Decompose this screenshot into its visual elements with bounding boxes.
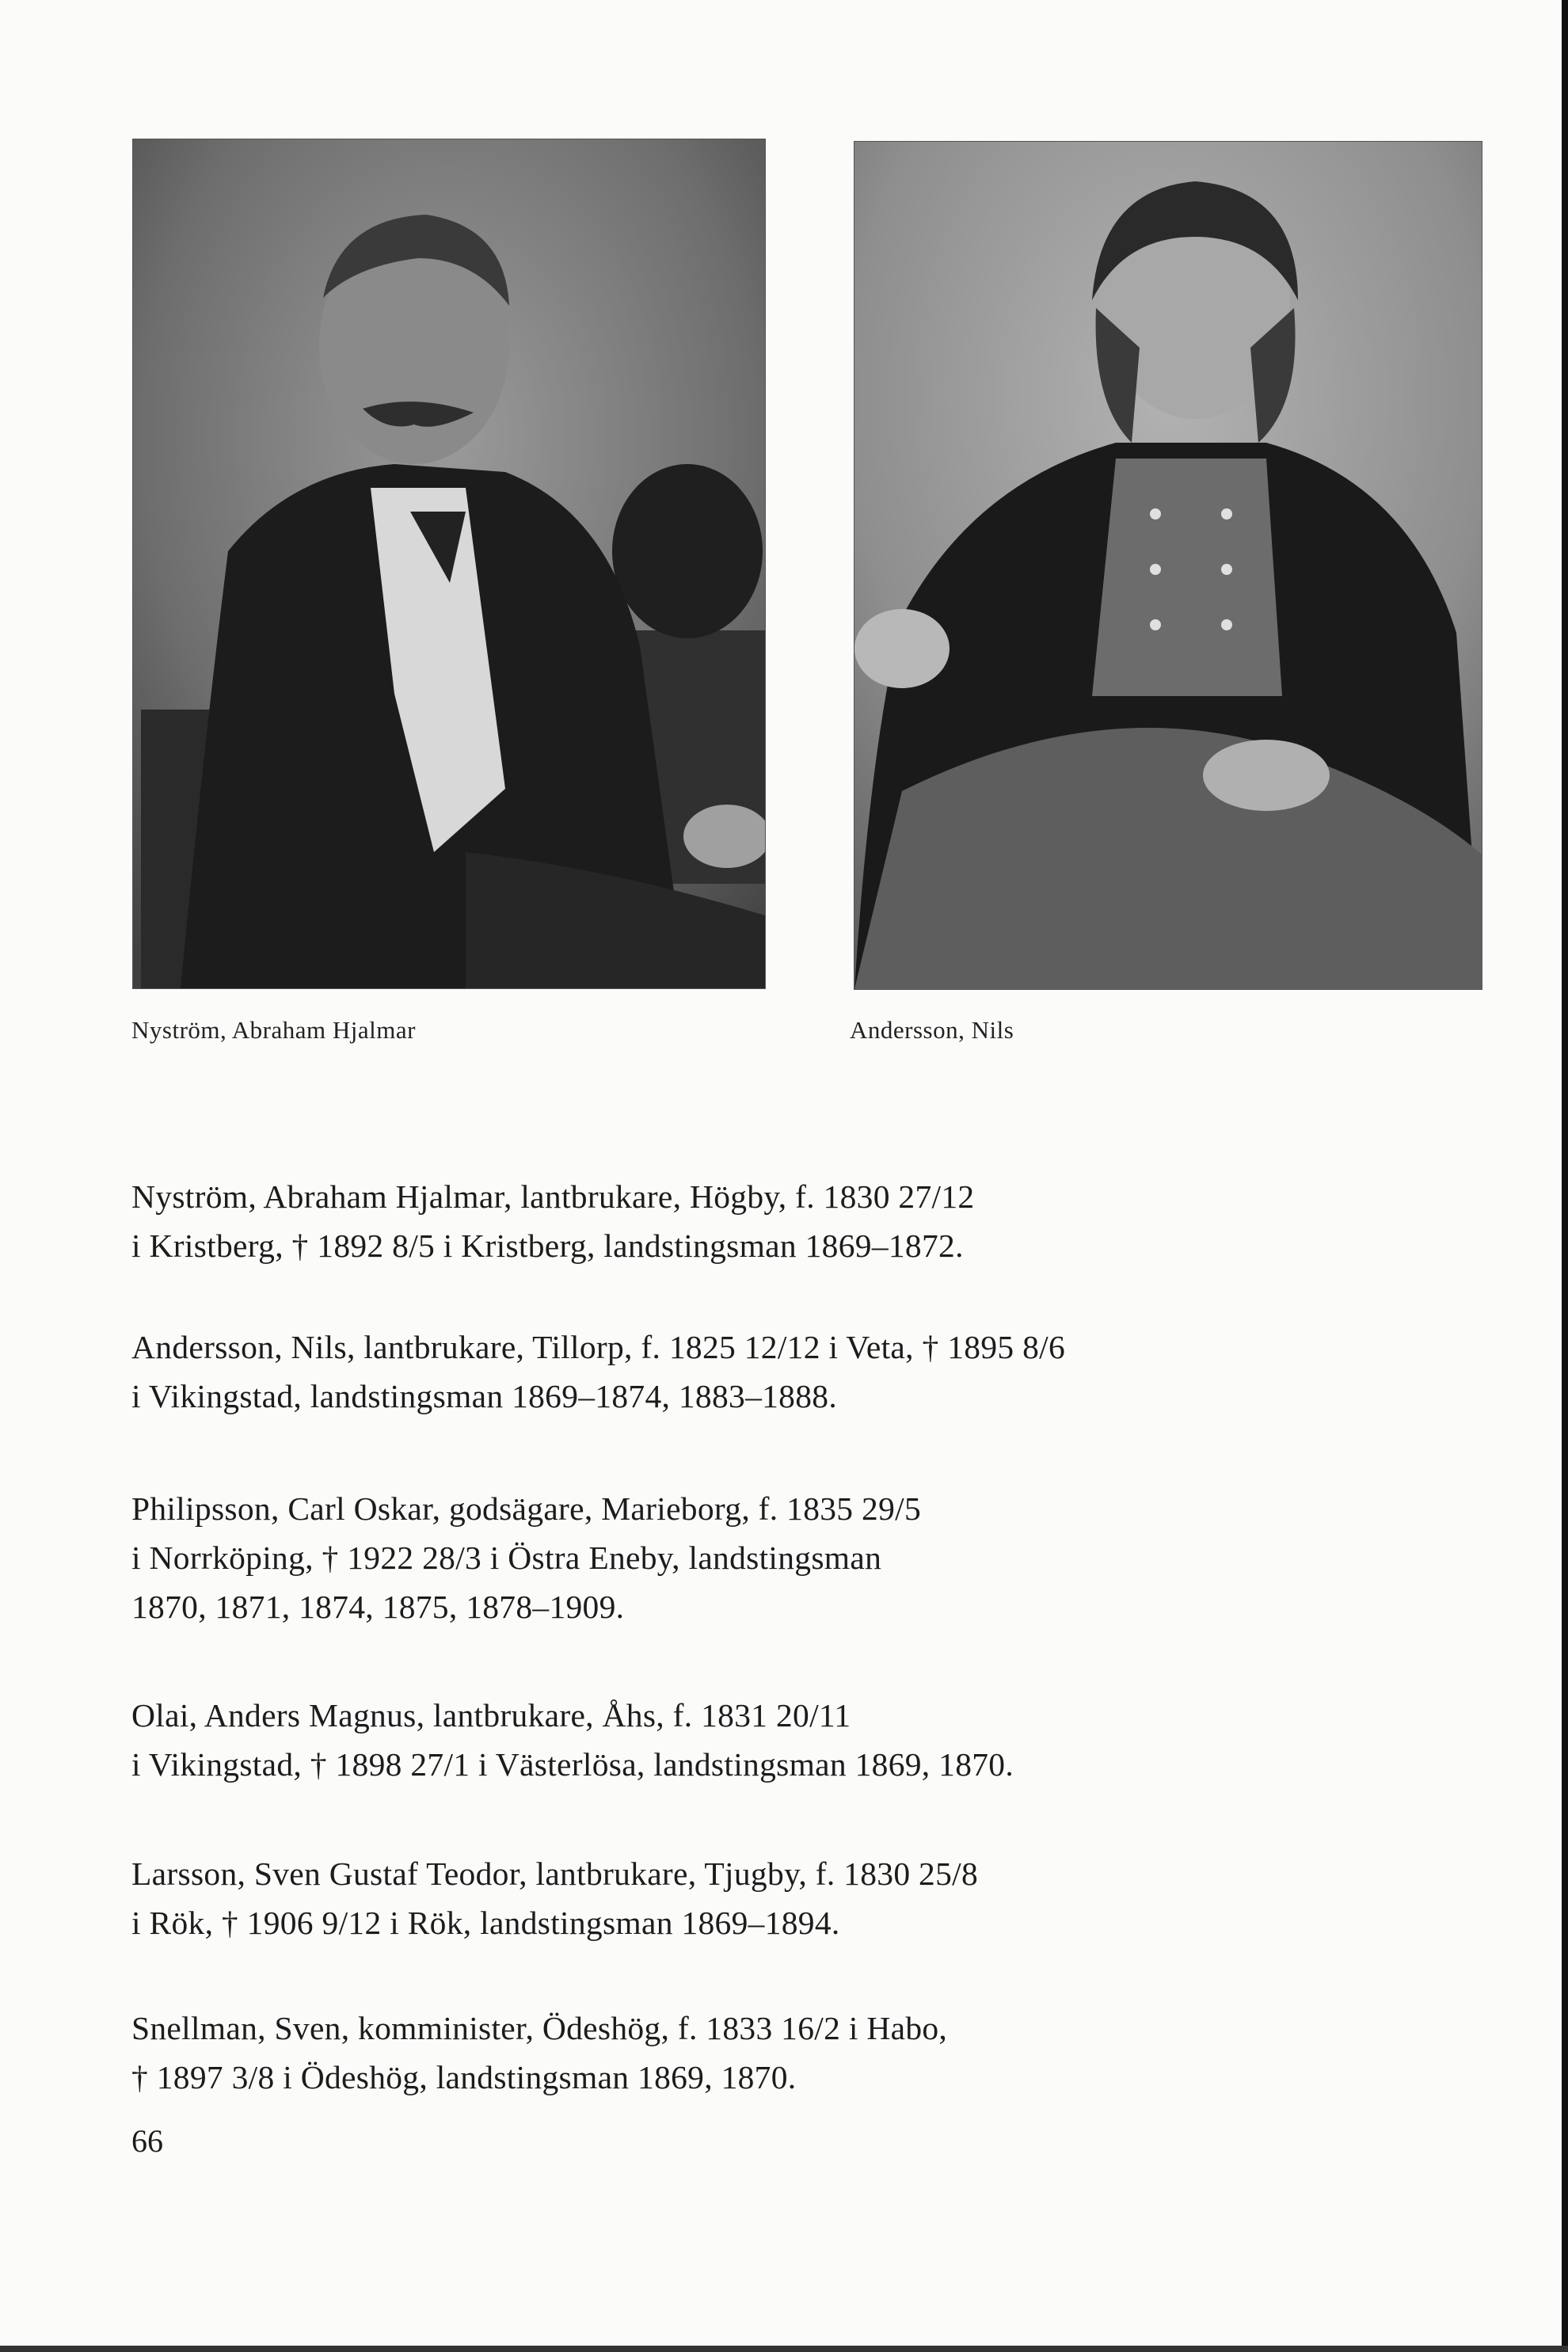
portrait-image (133, 139, 765, 988)
entry-line: i Rök, † 1906 9/12 i Rök, landstingsman 1869–1894. (131, 1905, 840, 1941)
biography-entry (131, 2004, 1399, 2102)
entry-line: Nyström, Abraham Hjalmar, lantbrukare, Högby, f. 1830 27/12 (131, 1178, 975, 1215)
entry-line: † 1897 3/8 i Ödeshög, landstingsman 1869, 1870. (131, 2059, 797, 2095)
portrait-image (854, 142, 1482, 989)
biography-entry (131, 1691, 1399, 1789)
page-number: 66 (131, 2123, 163, 2159)
portrait-photo-nystrom (132, 139, 766, 989)
entry-line: Andersson, Nils, lantbrukare, Tillorp, f. 1825 12/12 i Veta, † 1895 8/6 (131, 1329, 1066, 1365)
biography-entry (131, 1484, 1399, 1631)
scan-edge (0, 2346, 1568, 2352)
biography-entry (131, 1323, 1399, 1421)
photo-caption-left: Nyström, Abraham Hjalmar (131, 1016, 416, 1044)
entry-line: i Vikingstad, landstingsman 1869–1874, 1883–1888. (131, 1378, 838, 1414)
scan-edge (1562, 0, 1568, 2352)
entry-line: i Norrköping, † 1922 28/3 i Östra Eneby, landstingsman (131, 1539, 882, 1576)
entry-line: i Kristberg, † 1892 8/5 i Kristberg, landstingsman 1869–1872. (131, 1227, 964, 1264)
entry-line: Olai, Anders Magnus, lantbrukare, Åhs, f. 1831 20/11 (131, 1697, 851, 1734)
biography-entry (131, 1849, 1399, 1947)
entry-line: i Vikingstad, † 1898 27/1 i Västerlösa, landstingsman 1869, 1870. (131, 1746, 1014, 1783)
entry-line: Philipsson, Carl Oskar, godsägare, Marieborg, f. 1835 29/5 (131, 1490, 922, 1527)
entry-line: 1870, 1871, 1874, 1875, 1878–1909. (131, 1589, 625, 1625)
biography-entry (131, 1172, 1399, 1270)
entry-line: Larsson, Sven Gustaf Teodor, lantbrukare, Tjugby, f. 1830 25/8 (131, 1855, 979, 1892)
photo-caption-right: Andersson, Nils (850, 1016, 1014, 1044)
portrait-photo-andersson (854, 141, 1482, 990)
entry-line: Snellman, Sven, komminister, Ödeshög, f. 1833 16/2 i Habo, (131, 2010, 948, 2046)
